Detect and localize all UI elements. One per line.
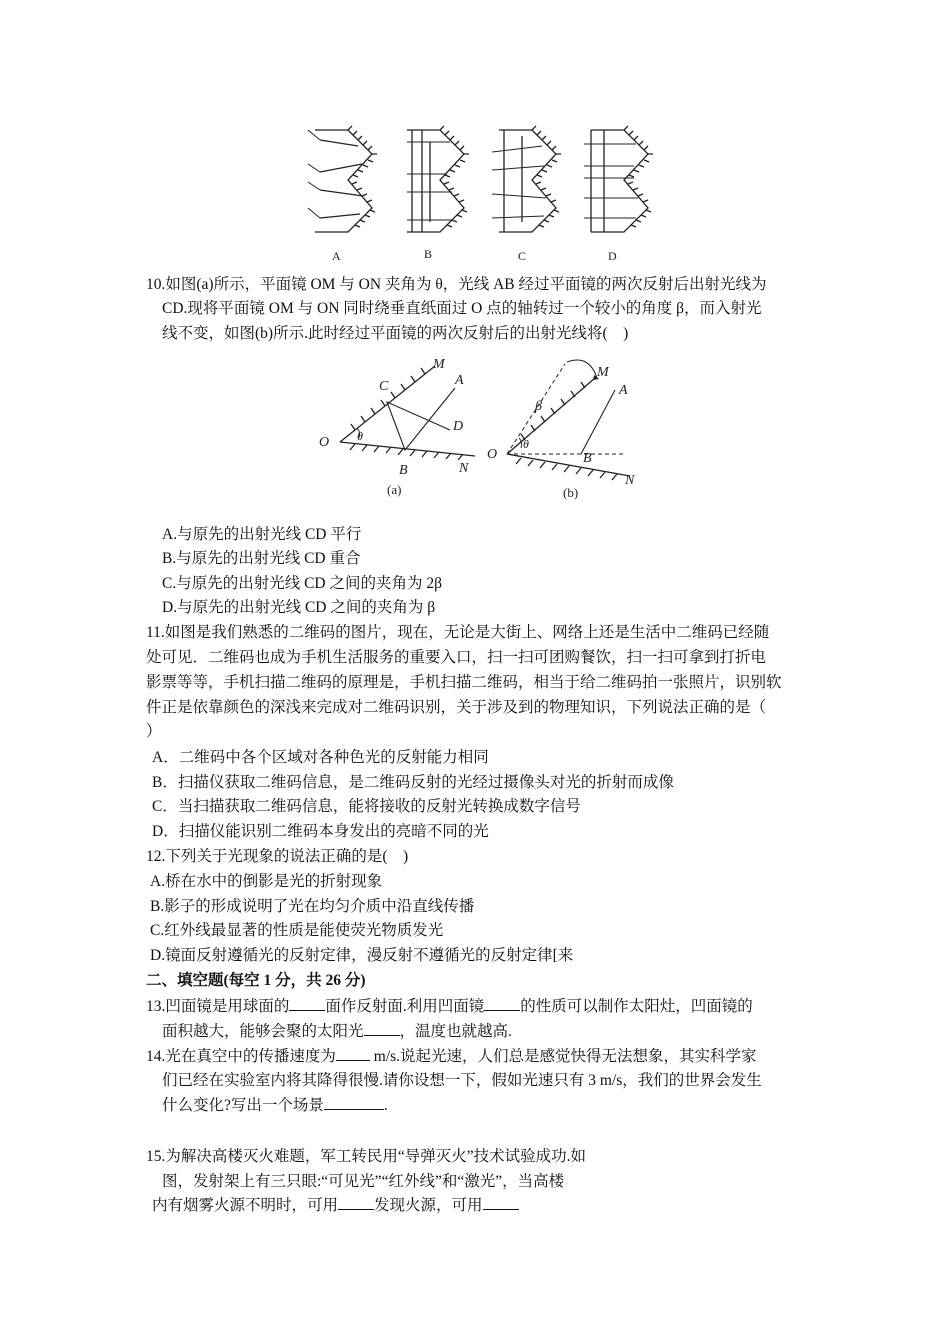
q10-option-b: B.与原先的出射光线 CD 重合 xyxy=(162,550,361,567)
diagram-c xyxy=(492,126,561,232)
fig-a-C: C xyxy=(379,379,389,394)
q14-line1 xyxy=(146,1046,757,1068)
fig-a-M: M xyxy=(433,357,445,372)
label-d: D xyxy=(608,249,617,263)
q15-text-2: 发现火源，可用 xyxy=(374,1197,483,1214)
q15-line3 xyxy=(152,1195,519,1217)
fig-a-A: A xyxy=(455,373,464,388)
q13-text-5: ，温度也就越高. xyxy=(399,1023,512,1040)
fig-a-theta: θ xyxy=(357,429,363,443)
q13-line1 xyxy=(146,996,753,1018)
q12-option-d: D.镜面反射遵循光的反射定律，漫反射不遵循光的反射定律[来 xyxy=(150,947,574,964)
q12-option-c: C.红外线最显著的性质是能使荧光物质发光 xyxy=(150,922,444,939)
fig-b-A: A xyxy=(619,383,628,398)
q13-blank-1[interactable] xyxy=(289,996,325,1011)
fig-a-caption: (a) xyxy=(387,482,402,497)
q13-text-1: 13.凹面镜是用球面的 xyxy=(146,998,290,1015)
q10-option-a: A.与原先的出射光线 CD 平行 xyxy=(162,526,362,543)
q15-text-1: 内有烟雾火源不明时，可用 xyxy=(152,1197,339,1214)
q11-option-a: A．二维码中各个区域对各种色光的反射能力相同 xyxy=(152,749,489,766)
q11-stem-line4: 件正是依靠颜色的深浅来完成对二维码识别，关于涉及到的物理知识，下列说法正确的是（ xyxy=(146,699,767,716)
q11-option-c: C．当扫描获取二维码信息，能将接收的反射光转换成数字信号 xyxy=(152,798,581,815)
q14-line2: 们已经在实验室内将其降得很慢.请你设想一下，假如光速只有 3 m/s，我们的世界会发生 xyxy=(162,1072,762,1089)
diagram-b xyxy=(407,126,469,232)
fig-a-D: D xyxy=(453,419,464,434)
q11-stem-line2: 处可见．二维码也成为手机生活服务的重要入口，扫一扫可团购餐饮，扫一扫可拿到打折电 xyxy=(146,649,767,666)
label-c: C xyxy=(518,249,527,263)
fig-b-theta: θ xyxy=(523,437,529,451)
q14-blank-1[interactable] xyxy=(336,1046,370,1061)
label-b: B xyxy=(424,247,433,261)
q10-figure-b xyxy=(485,352,655,502)
q10-stem-line3: 线不变，如图(b)所示.此时经过平面镜的两次反射后的出射光线将( ) xyxy=(162,325,629,342)
q10-stem-line1: 10.如图(a)所示，平面镜 OM 与 ON 夹角为 θ，光线 AB 经过平面镜的两次反射后出射光线为 xyxy=(146,276,767,293)
q15-line1: 15.为解决高楼灭火难题，军工转民用“导弹灭火”技术试验成功.如 xyxy=(146,1148,587,1165)
section-title: 二、填空题(每空 1 分，共 26 分) xyxy=(146,972,366,989)
diagram-d xyxy=(584,126,653,232)
mirror-options-figure xyxy=(300,122,660,267)
q15-line2: 图，发射架上有三只眼:“可见光”“红外线”和“激光”，当高楼 xyxy=(162,1173,565,1190)
fig-b-O: O xyxy=(487,447,498,462)
q10-option-d: D.与原先的出射光线 CD 之间的夹角为 β xyxy=(162,599,436,616)
fig-b-N: N xyxy=(625,473,635,488)
fig-b-B: B xyxy=(583,451,592,466)
q15-blank-1[interactable] xyxy=(338,1195,374,1210)
q12-option-a: A.桥在水中的倒影是光的折射现象 xyxy=(150,873,383,890)
q15-blank-2[interactable] xyxy=(483,1195,519,1210)
fig-b-caption: (b) xyxy=(563,485,579,500)
q10-option-c: C.与原先的出射光线 CD 之间的夹角为 2β xyxy=(162,575,443,592)
fig-b-M: M xyxy=(597,365,609,380)
label-a: A xyxy=(332,249,341,263)
fig-a-B: B xyxy=(399,463,408,478)
q11-option-d: D．扫描仪能识别二维码本身发出的亮暗不同的光 xyxy=(152,823,489,840)
q14-text-3: 什么变化?写出一个场景 xyxy=(162,1097,324,1114)
q11-option-b: B．扫描仪获取二维码信息，是二维码反射的光经过摄像头对光的折射而成像 xyxy=(152,774,674,791)
q13-text-3: 的性质可以制作太阳灶，凹面镜的 xyxy=(520,998,753,1015)
q14-line3 xyxy=(162,1095,388,1117)
q12-option-b: B.影子的形成说明了光在均匀介质中沿直线传播 xyxy=(150,898,475,915)
q13-line2 xyxy=(162,1021,512,1043)
q13-blank-3[interactable] xyxy=(364,1021,400,1036)
q14-text-2: m/s.说起光速，人们总是感觉快得无法想象，其实科学家 xyxy=(369,1048,757,1065)
q13-text-4: 面积越大，能够会聚的太阳光 xyxy=(162,1023,364,1040)
fig-b-beta: β xyxy=(535,399,542,414)
q10-stem-line2: CD.现将平面镜 OM 与 ON 同时绕垂直纸面过 O 点的轴转过一个较小的角度 β，而入射光 xyxy=(162,300,762,317)
fig-a-O: O xyxy=(319,435,330,450)
q10-figure-a xyxy=(315,352,485,502)
q13-blank-2[interactable] xyxy=(484,996,520,1011)
q11-stem-line1: 11.如图是我们熟悉的二维码的图片，现在，无论是大街上、网络上还是生活中二维码已经随 xyxy=(146,624,770,641)
q13-text-2: 面作反射面.利用凹面镜 xyxy=(325,998,485,1015)
fig-a-N: N xyxy=(459,461,469,476)
diagram-a xyxy=(308,126,377,232)
q14-blank-2[interactable] xyxy=(324,1095,384,1110)
q14-text-1: 14.光在真空中的传播速度为 xyxy=(146,1048,336,1065)
q11-stem-line5: ） xyxy=(146,723,162,740)
q11-stem-line3: 影票等等，手机扫描二维码的原理是，手机扫描二维码，相当于给二维码拍一张照片，识别软 xyxy=(146,674,782,691)
q14-text-4: . xyxy=(383,1097,388,1114)
q12-stem: 12.下列关于光现象的说法正确的是( ) xyxy=(146,848,409,865)
